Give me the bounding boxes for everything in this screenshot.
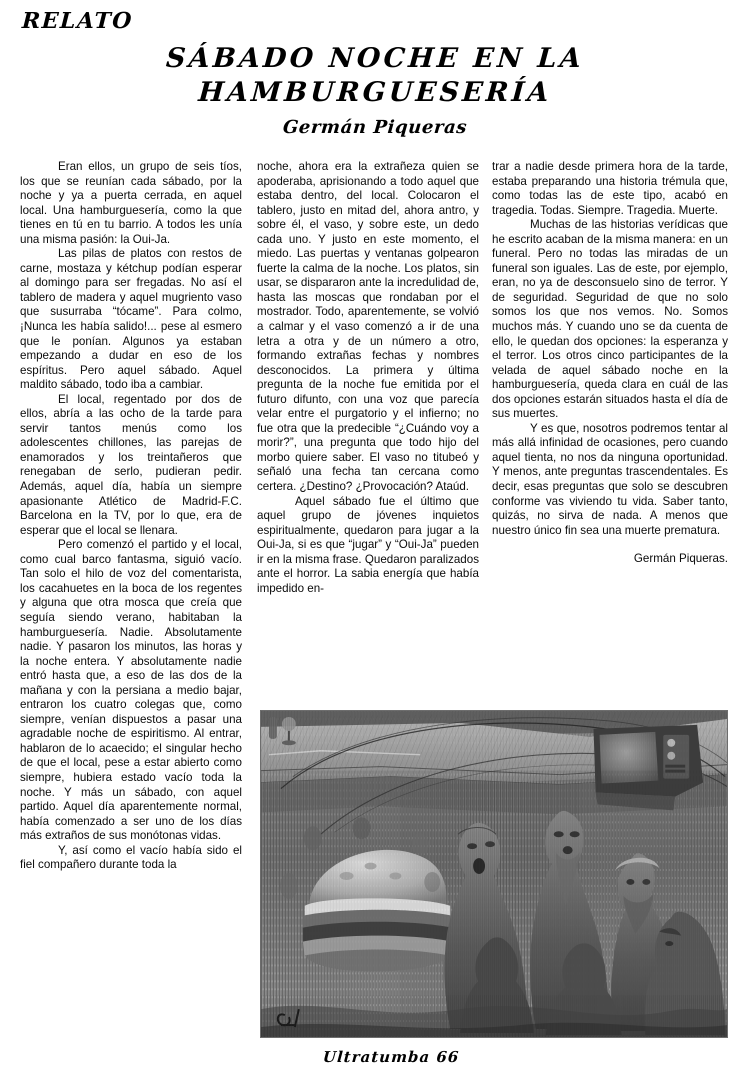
author-signature: Germán Piqueras. xyxy=(633,552,728,566)
paragraph: Aquel sábado fue el último que aquel grupo de jóvenes inquietos espiritualmente, quedaron para jugar a la Oui-Ja, si es que “jugar” y “Oui-Ja” pueden ir en la misma frase. Quedaron paralizados ante el horror. La sabia energía que había impedido en- xyxy=(257,494,479,595)
article-illustration xyxy=(260,710,728,1038)
text-column-1 xyxy=(20,160,242,873)
footer-caption: Ultratumba 66 xyxy=(322,1048,460,1066)
paragraph: trar a nadie desde primera hora de la tarde, estaba preparando una historia trémula que, como todas las de este tipo, acabó en tragedia. Todas. Siempre. Tragedia. Muerte. xyxy=(492,160,728,217)
paragraph: noche, ahora era la extrañeza quien se apoderaba, aprisionando a todo aquel que estaba dentro, del local. Colocaron el tablero, justo en mitad del, ahora antro, y sobre él, el vaso, y sobre este, un dedo cada uno. Y justo en este momento, el miedo. Las puertas y ventanas golpearon fuerte la calma de la noche. Los platos, sin usar, se dispararon ante la incredulidad de, hasta las moscas que rondaban por el mostrador. Todo, aparentemente, se volvió a calmar y el vaso comenzó a ir de una letra a otra y de un número a otro, formando extrañas fechas y nombres desconocidos. La primera y última pregunta de la noche fue emitida por el futuro difunto, con una voz que parecía velar entre el purgatorio y el infierno; no fue otra que la predecible “¿Cuándo voy a morir?”, una pregunta que todo hijo del morbo quiere saber. El vaso no titubeó y señaló una fecha tan cercana como certera. ¿Destino? ¿Provocación? Ataúd. xyxy=(257,160,479,494)
text-column-3 xyxy=(492,160,728,567)
illustration-pencil-drawing xyxy=(260,710,728,1038)
paragraph: Eran ellos, un grupo de seis tíos, los que se reunían cada sábado, por la noche y ya a puerta cerrada, en aquel local. Una hamburguesería, como la que tienes en tú en tu barrio. A todos les unía una misma pasión: la Oui-Ja. xyxy=(20,160,242,246)
article-title-block xyxy=(0,42,750,138)
paragraph: Y es que, nosotros podremos tentar al más allá infinidad de ocasiones, pero cuando aquel tienta, no nos da ninguna oportunidad. Y menos, ante preguntas trascendentales. Es decir, esas preguntas que solo se descubren conforme vas viviendo tu vida. Saber tanto, quizás, no sirva de nada. A menos que nuestro único fin sea una muerte prematura. xyxy=(492,421,728,537)
paragraph: Pero comenzó el partido y el local, como cual barco fantasma, siguió vacío. Tan solo el hilo de voz del comentarista, los cacahuetes en la boca de los regentes y alguna que otra mosca que creía que seguía siendo verano, habitaban la hamburguesería. Nadie. Absolutamente nadie. Y pasaron los minutos, las horas y la noche entera. Y absolutamente nadie entró hasta que, a eso de las dos de la mañana y con la persiana a medio bajar, entraron los cuatro colegas que, como siempre, venían dispuestos a pasar una agradable noche de espiritismo. Al entrar, hablaron de lo acaecido; el singular hecho de que el local, pese a estar abierto como siempre, hubiera estado vacío toda la noche. Y más un sábado, con aquel partido. Aquel día aparentemente normal, había comenzado a ser uno de los días más extraños de sus monótonas vidas. xyxy=(20,538,242,843)
text-column-2 xyxy=(257,160,479,596)
author-byline: Germán Piqueras xyxy=(282,117,468,138)
paragraph: Las pilas de platos con restos de carne, mostaza y kétchup podían esperar al domingo para ser fregadas. No así el tablero de madera y aquel mugriento vaso que susurraba “tócame”. Para colmo, ¡Nunca les había salido!... pese al esmero que le ponían. Algunos ya estaban empezando a dudar en eso de los espíritus. Pero aquel sábado. Aquel maldito sábado, todo iba a cambiar. xyxy=(20,247,242,392)
section-kicker: RELATO xyxy=(21,8,134,34)
paragraph: Y, así como el vacío había sido el fiel compañero durante toda la xyxy=(20,843,242,872)
paragraph: Muchas de las historias verídicas que he escrito acaban de la misma manera: en un funeral. Pero no todas las miradas de un funeral son iguales. Las de este, por ejemplo, eran, no ya de desconsuelo sino de terror. Y de seguridad. Seguridad de que no solo somos los que nos vemos. No. Somos muchos más. Y cuando uno se da cuenta de ello, le quedan dos opciones: la esperanza y el terror. Los otros cinco participantes de la velada de aquel sábado noche en la hamburguesería, queda clara en cuál de las dos opciones estarán situados hasta el día de sus muertes. xyxy=(492,218,728,421)
page-title-line-2: HAMBURGUESERÍA xyxy=(197,77,553,108)
page-title-line-1: SÁBADO NOCHE EN LA xyxy=(164,43,586,74)
paragraph: El local, regentado por dos de ellos, abría a las ocho de la tarde para servir tantos menús como los adolescentes chillones, las parejas de enamorados y los treintañeros que renegaban de serlo, pudieran pedir. Además, aquel día, había un siempre apasionante Atlético de Madrid-F.C. Barcelona en la TV, por lo que, era de esperar que el local se llenara. xyxy=(20,392,242,537)
